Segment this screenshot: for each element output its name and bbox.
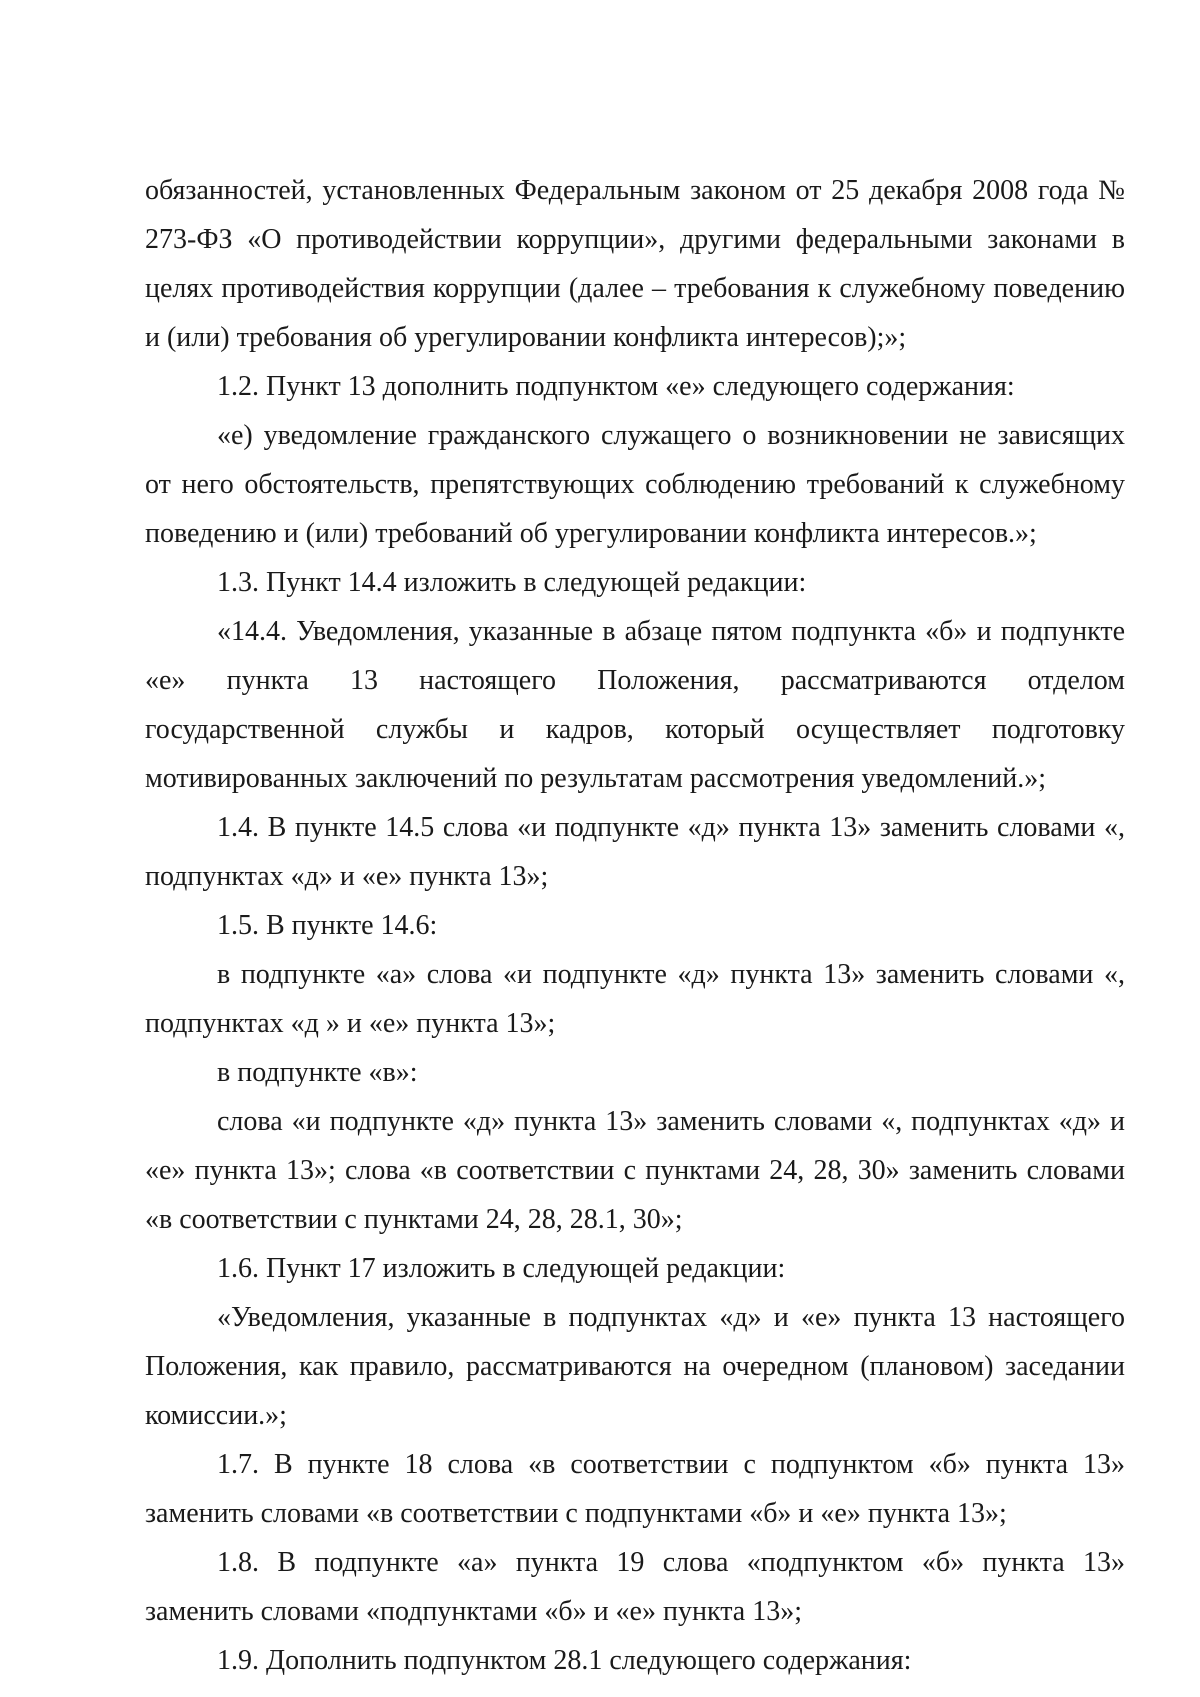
paragraph-subitem-a: в подпункте «а» слова «и подпункте «д» пункта 13» заменить словами «, подпунктах «д » и «е» пункта 13»; bbox=[145, 959, 1125, 1039]
paragraph-item-1-5: 1.5. В пункте 14.6: bbox=[217, 910, 438, 941]
paragraph-item-14-4: «14.4. Уведомления, указанные в абзаце пятом подпункта «б» и подпункте «е» пункта 13 настоящего Положения, рассматриваются отделом государственной службы и кадров, который осуществляет подготовку мотивированных заключений по результатам рассмотрения уведомлений.»; bbox=[145, 616, 1125, 794]
paragraph-item-1-8: 1.8. В подпункте «а» пункта 19 слова «подпунктом «б» пункта 13» заменить словами «подпунктами «б» и «е» пункта 13»; bbox=[145, 1547, 1125, 1627]
paragraph-item-1-4: 1.4. В пункте 14.5 слова «и подпункте «д» пункта 13» заменить словами «, подпунктах «д» и «е» пункта 13»; bbox=[145, 812, 1125, 892]
paragraph-item-1-2: 1.2. Пункт 13 дополнить подпунктом «е» следующего содержания: bbox=[217, 371, 1015, 402]
paragraph-subitem-v: в подпункте «в»: bbox=[217, 1057, 418, 1088]
paragraph-words-replace: слова «и подпункте «д» пункта 13» заменить словами «, подпунктах «д» и «е» пункта 13»; слова «в соответствии с пунктами 24, 28, 30» заменить словами «в соответствии с пунктами 24, 28, 28.1, 30»; bbox=[145, 1106, 1125, 1235]
paragraph-item-17-text: «Уведомления, указанные в подпунктах «д» и «е» пункта 13 настоящего Положения, как правило, рассматриваются на очередном (плановом) заседании комиссии.»; bbox=[145, 1302, 1125, 1431]
paragraph-subitem-e: «е) уведомление гражданского служащего о возникновении не зависящих от него обстоятельств, препятствующих соблюдению требований к служебному поведению и (или) требований об урегулировании конфликта интересов.»; bbox=[145, 420, 1125, 549]
paragraph-item-1-3: 1.3. Пункт 14.4 изложить в следующей редакции: bbox=[217, 567, 807, 598]
paragraph-item-1-7: 1.7. В пункте 18 слова «в соответствии с подпунктом «б» пункта 13» заменить словами «в соответствии с подпунктами «б» и «е» пункта 13»; bbox=[145, 1449, 1125, 1529]
paragraph-item-1-9: 1.9. Дополнить подпунктом 28.1 следующего содержания: bbox=[217, 1645, 912, 1676]
paragraph-item-1-6: 1.6. Пункт 17 изложить в следующей редакции: bbox=[217, 1253, 786, 1284]
document-body bbox=[145, 166, 1125, 1685]
paragraph-continuation: обязанностей, установленных Федеральным законом от 25 декабря 2008 года № 273-ФЗ «О противодействии коррупции», другими федеральными законами в целях противодействия коррупции (далее – требования к служебному поведению и (или) требования об урегулировании конфликта интересов);»; bbox=[145, 175, 1125, 353]
